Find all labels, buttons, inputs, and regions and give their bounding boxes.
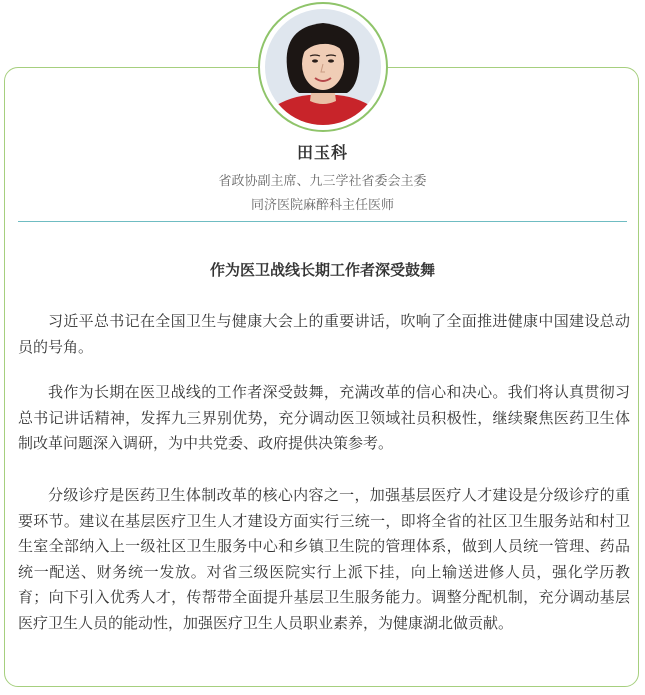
profile-name: 田玉科 (296, 143, 348, 162)
article-paragraph-2: 我作为长期在医卫战线的工作者深受鼓舞，充满改革的信心和决心。我们将认真贯彻习总书记讲话精神，发挥九三界别优势，充分调动医卫领域社员积极性，继续聚焦医药卫生体制改革问题深入调研，为中共党委、政府提供决策参考。 (18, 383, 630, 452)
article-paragraph-1: 习近平总书记在全国卫生与健康大会上的重要讲话，吹响了全面推进健康中国建设总动员的号角。 (18, 312, 630, 356)
section-divider (18, 221, 627, 222)
portrait-photo (265, 9, 381, 125)
profile-title-secondary: 同济医院麻醉科主任医师 (250, 198, 394, 213)
profile-title-primary: 省政协副主席、九三学社省委会主委 (218, 174, 427, 189)
article-paragraph-3: 分级诊疗是医药卫生体制改革的核心内容之一，加强基层医疗人才建设是分级诊疗的重要环节。建议在基层医疗卫生人才建设方面实行三统一，即将全省的社区卫生服务站和村卫生室全部纳入上一级社区卫生服务中心和乡镇卫生院的管理体系，做到人员统一管理、药品统一配送、财务统一发放。对省三级医院实行上派下挂，向上输送进修人员，强化学历教育；向下引入优秀人才，传帮带全面提升基层卫生服务能力。调整分配机制，充分调动基层医疗卫生人员的能动性，加强医疗卫生人员职业素养，为健康湖北做贡献。 (18, 486, 630, 632)
article-headline: 作为医卫战线长期工作者深受鼓舞 (209, 261, 435, 279)
avatar (258, 2, 388, 132)
